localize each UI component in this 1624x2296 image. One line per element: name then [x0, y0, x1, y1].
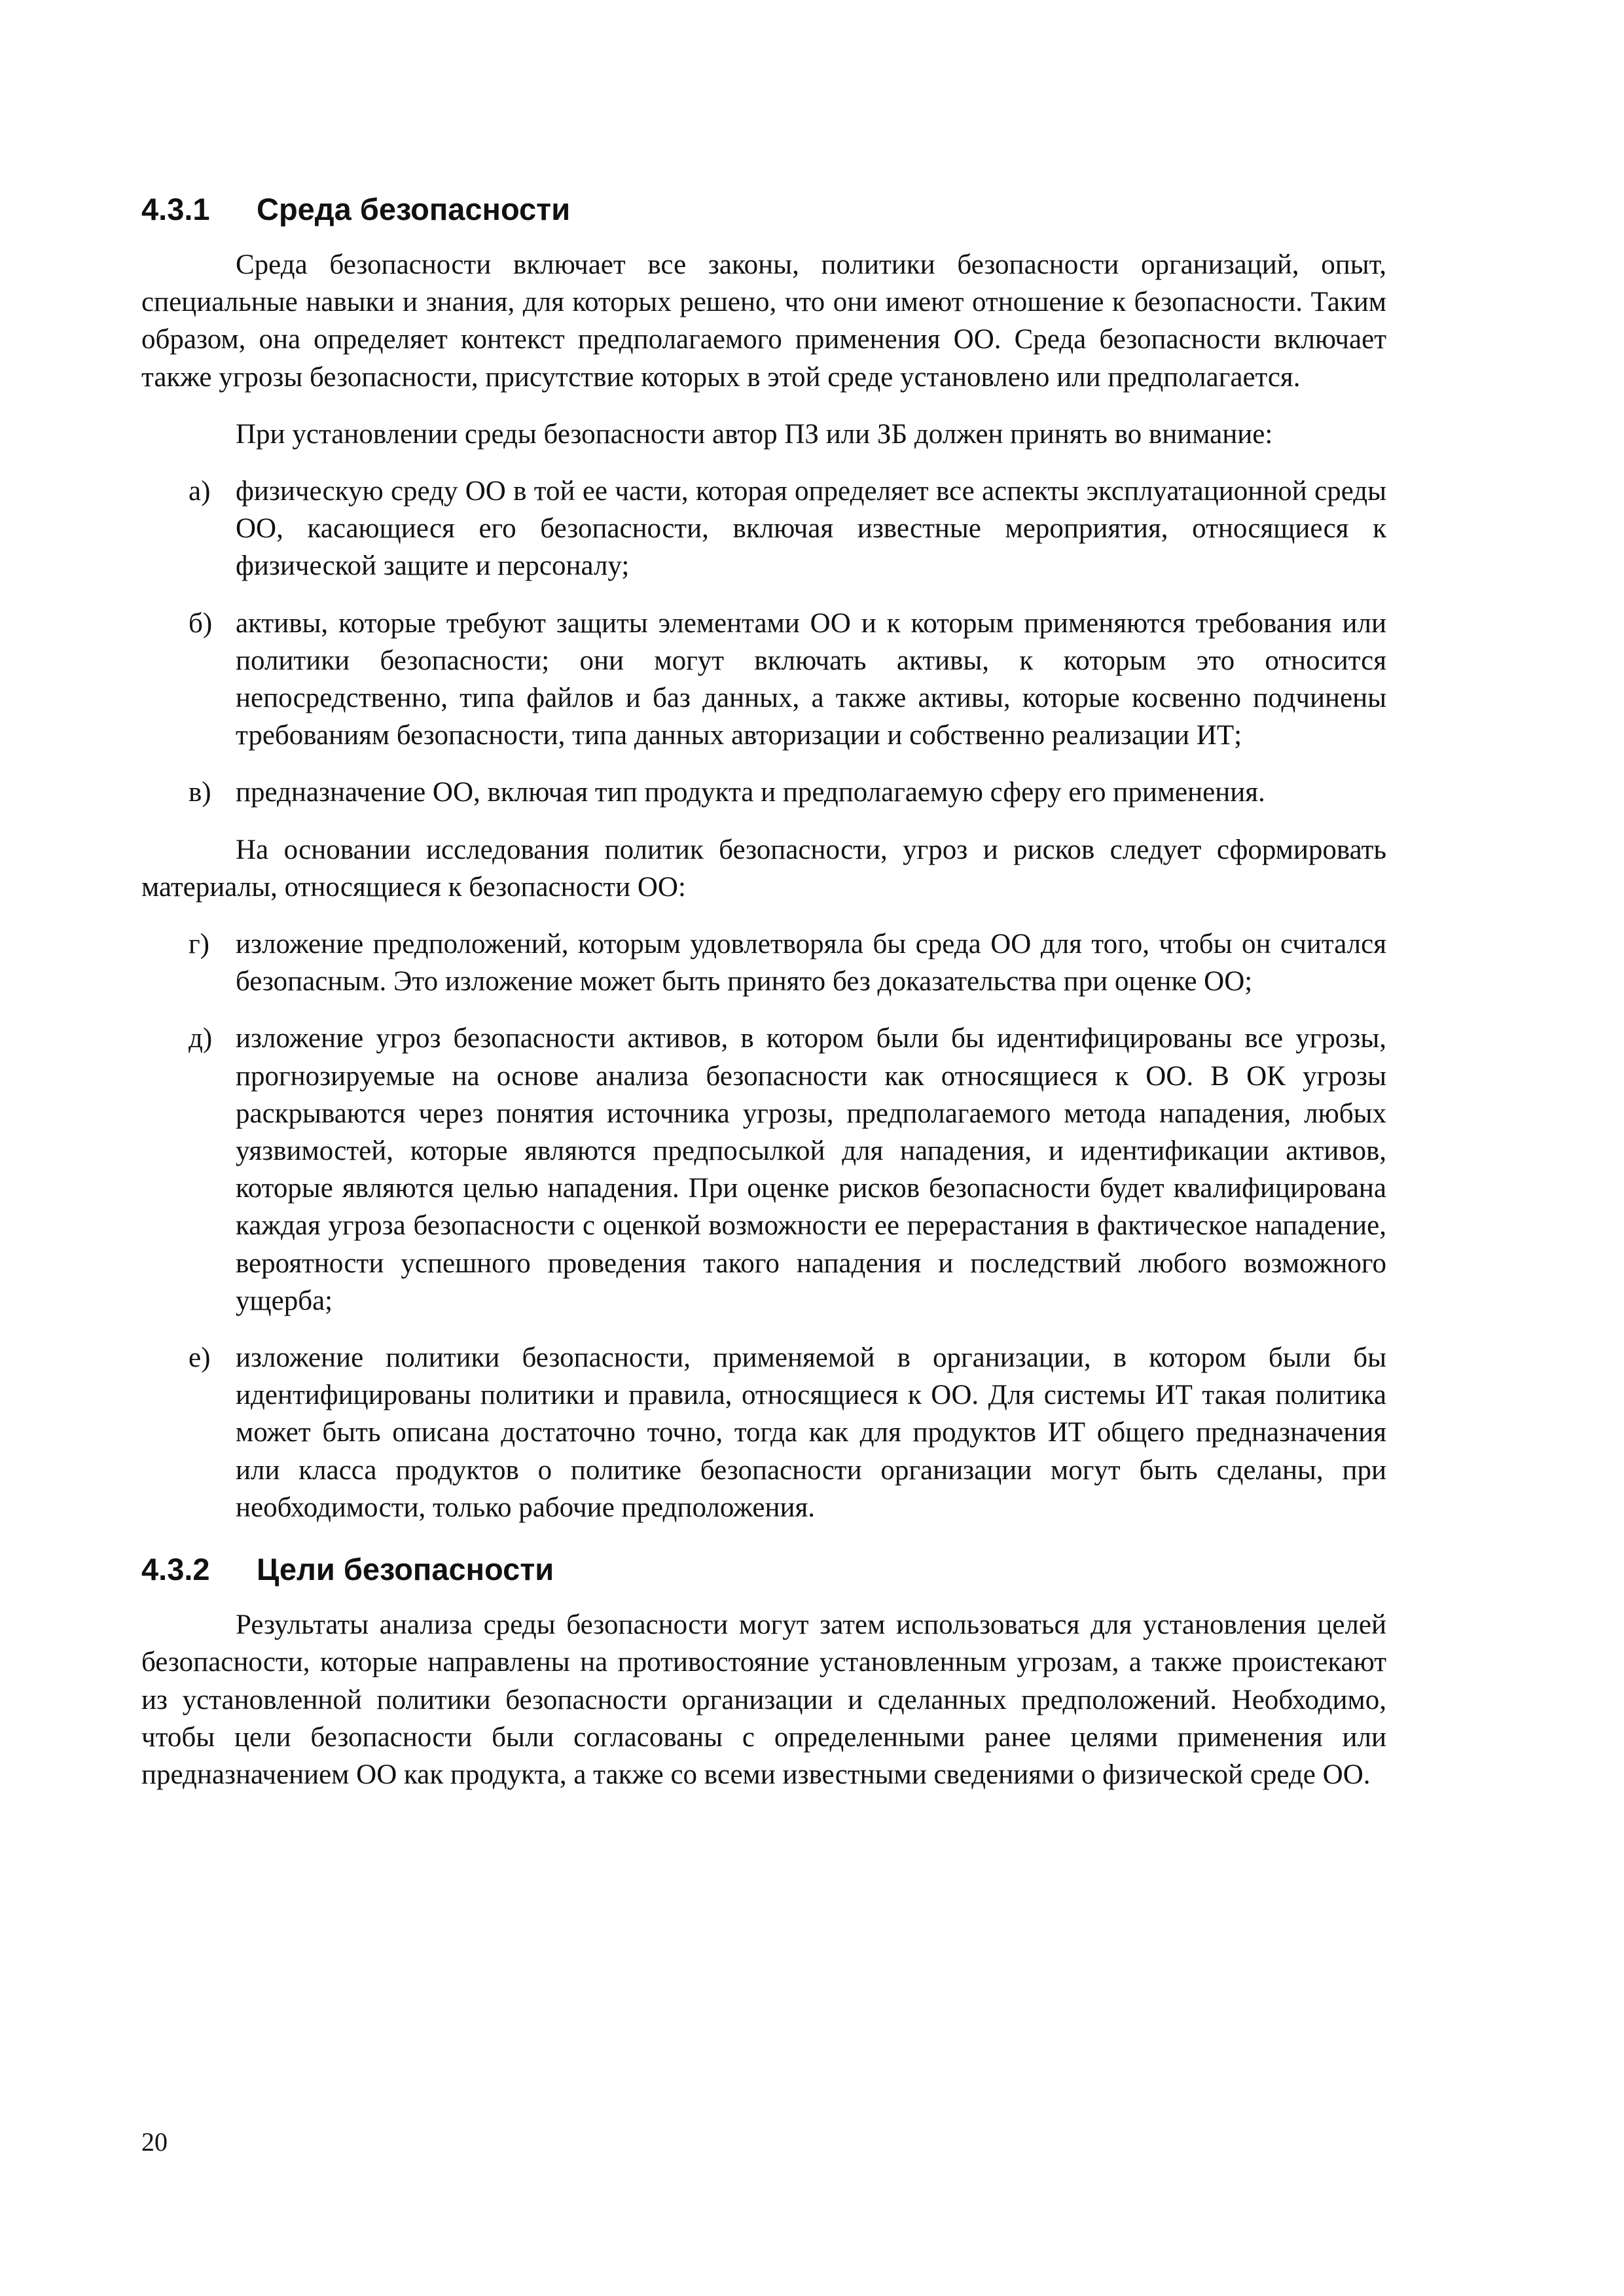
section-number: 4.3.2 — [141, 1552, 210, 1587]
list-item-text: активы, которые требуют защиты элементами ОО и к которым применяются требования или политики безопасности; они могут включать активы, к которым это относится непосредственно, типа файлов и баз данных, а также активы, которые косвенно подчинены требованиям безопасности, типа данных авторизации и собственно реализации ИТ; — [236, 607, 1386, 751]
section-title: Среда безопасности — [257, 192, 571, 226]
list-marker: г) — [189, 929, 209, 960]
list-item-text: предназначение ОО, включая тип продукта и предполагаемую сферу его применения. — [236, 777, 1265, 808]
list-marker: д) — [189, 1023, 213, 1054]
list-marker: е) — [189, 1342, 211, 1374]
list-item — [141, 774, 1386, 811]
paragraph: На основании исследования политик безопасности, угроз и рисков следует сформировать материалы, относящиеся к безопасности ОО: — [141, 834, 1386, 903]
list-item — [141, 1020, 1386, 1319]
paragraph: Среда безопасности включает все законы, политики безопасности организаций, опыт, специальные навыки и знания, для которых решено, что они имеют отношение к безопасности. Таким образом, она определяет контекст предполагаемого применения ОО. Среда безопасности включает также угрозы безопасности, присутствие которых в этой среде установлено или предполагается. — [141, 249, 1386, 393]
list-item-text: изложение политики безопасности, применяемой в организации, в котором были бы идентифицированы политики и правила, относящиеся к ОО. Для системы ИТ такая политика может быть описана достаточно точно, тогда как для продуктов ИТ общего предназначения или класса продуктов о политике безопасности организации могут быть сделаны, при необходимости, только рабочие предположения. — [236, 1342, 1386, 1523]
paragraph: При установлении среды безопасности автор ПЗ или ЗБ должен принять во внимание: — [236, 418, 1273, 450]
list-marker: в) — [189, 777, 211, 808]
list-item — [141, 1339, 1386, 1526]
list-item — [141, 925, 1386, 1000]
section-heading-4-3-1 — [141, 190, 1386, 229]
paragraph: Результаты анализа среды безопасности могут затем использоваться для установления целей безопасности, которые направлены на противостояние установленным угрозам, а также проистекают из установленной политики безопасности организации и сделанных предположений. Необходимо, чтобы цели безопасности были согласованы с определенными ранее целями применения или предназначением ОО как продукта, а также со всеми известными сведениями о физической среде ОО. — [141, 1609, 1386, 1790]
list-marker: б) — [189, 607, 213, 639]
list-item-text: изложение предположений, которым удовлетворяла бы среда ОО для того, чтобы он считался безопасным. Это изложение может быть принято без доказательства при оценке ОО; — [236, 929, 1386, 997]
section-heading-4-3-2 — [141, 1550, 1386, 1589]
section-title: Цели безопасности — [257, 1552, 554, 1587]
list-item — [141, 605, 1386, 755]
list-item — [141, 473, 1386, 585]
page-number: 20 — [141, 2127, 168, 2157]
page-body — [141, 190, 1386, 1793]
list-item-text: физическую среду ОО в той ее части, которая определяет все аспекты эксплуатационной среды ОО, касающиеся его безопасности, включая известные мероприятия, относящиеся к физической защите и персоналу; — [236, 476, 1386, 582]
section-number: 4.3.1 — [141, 192, 210, 226]
list-marker: а) — [189, 476, 211, 507]
list-item-text: изложение угроз безопасности активов, в котором были бы идентифицированы все угрозы, прогнозируемые на основе анализа безопасности как относящиеся к ОО. В ОК угрозы раскрываются через понятия источника угрозы, предполагаемого метода нападения, любых уязвимостей, которые являются предпосылкой для нападения, и идентификации активов, которые являются целью нападения. При оценке рисков безопасности будет квалифицирована каждая угроза безопасности с оценкой возможности ее перерастания в фактическое нападение, вероятности успешного проведения такого нападения и последствий любого возможного ущерба; — [236, 1023, 1386, 1316]
